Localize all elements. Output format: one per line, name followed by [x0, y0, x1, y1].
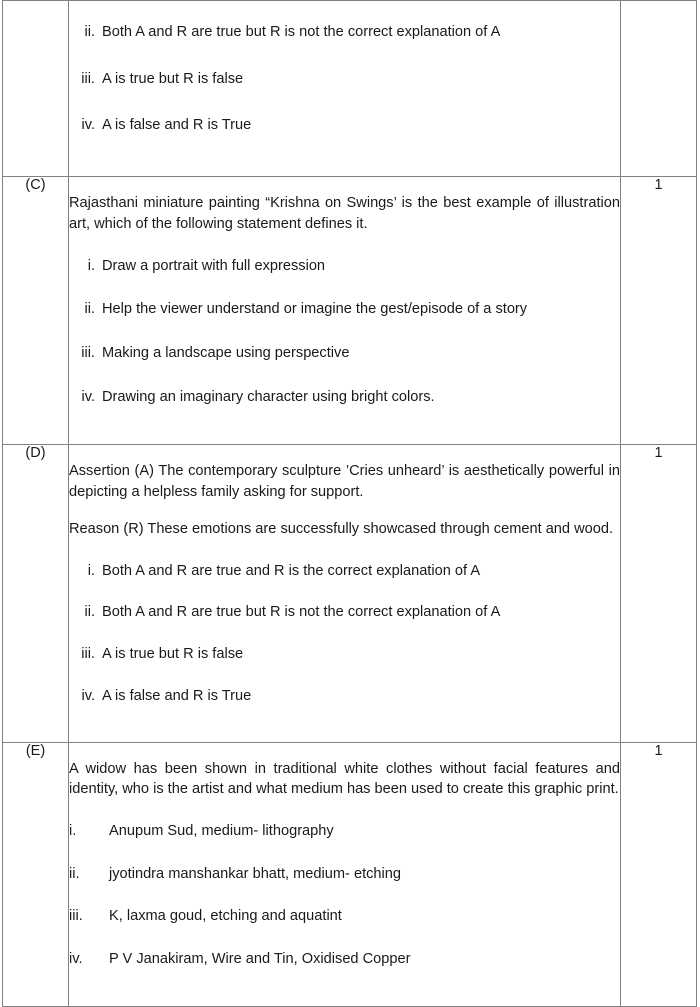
option-text: K, laxma goud, etching and aquatint: [109, 908, 342, 925]
question-body-cell: [69, 742, 621, 1006]
options-list: [69, 561, 620, 707]
list-item[interactable]: [69, 299, 620, 320]
list-item[interactable]: [69, 256, 620, 277]
option-text: Making a landscape using perspective: [102, 345, 350, 362]
question-stem: Rajasthani miniature painting “Krishna on Swings’ is the best example of illustration art, which of the following statement defines it.: [69, 195, 620, 232]
list-item[interactable]: [69, 949, 620, 970]
option-numeral: iii.: [81, 345, 95, 362]
list-item[interactable]: [69, 343, 620, 364]
option-text: Both A and R are true and R is the correct explanation of A: [102, 562, 481, 579]
option-numeral: iii.: [81, 646, 95, 663]
marks-value: 1: [654, 177, 663, 194]
list-item[interactable]: [69, 864, 620, 885]
option-numeral: ii.: [84, 301, 95, 318]
cell-bottom-spacer: [69, 430, 620, 444]
cell-bottom-spacer: [69, 162, 620, 176]
table-row: [3, 445, 697, 742]
part-label: (E): [25, 742, 46, 759]
list-item[interactable]: [69, 686, 620, 707]
options-list: [69, 821, 620, 970]
part-label: (D): [25, 445, 46, 462]
part-label-cell: [3, 445, 69, 742]
table-row: [3, 742, 697, 1006]
option-numeral: i.: [87, 257, 95, 274]
marks-cell: [621, 445, 697, 742]
option-text: Both A and R are true but R is not the correct explanation of A: [102, 604, 501, 621]
option-numeral: iv.: [81, 117, 95, 134]
question-body-cell: [69, 445, 621, 742]
options-list: [69, 22, 620, 136]
option-numeral: i.: [69, 822, 77, 839]
option-numeral: ii.: [84, 604, 95, 621]
cell-bottom-spacer: [69, 728, 620, 742]
marks-value: 1: [654, 445, 663, 462]
option-numeral: iv.: [81, 388, 95, 405]
option-numeral: iv.: [69, 951, 83, 968]
cell-bottom-spacer: [69, 992, 620, 1006]
option-text: A is false and R is True: [102, 687, 252, 704]
question-table: [2, 0, 697, 1007]
list-item[interactable]: [69, 821, 620, 842]
part-label: (C): [25, 177, 46, 194]
option-text: A is false and R is True: [102, 117, 252, 134]
option-numeral: iii.: [81, 70, 95, 87]
list-item[interactable]: [69, 69, 620, 90]
list-item[interactable]: [69, 602, 620, 623]
part-label-cell: [3, 1, 69, 177]
option-numeral: i.: [87, 562, 95, 579]
list-item[interactable]: [69, 906, 620, 927]
option-text: Anupum Sud, medium- lithography: [109, 822, 334, 839]
option-numeral: ii.: [84, 24, 95, 40]
option-text: A is true but R is false: [102, 70, 244, 87]
option-text: Both A and R are true but R is not the correct explanation of A: [102, 24, 501, 40]
question-stem-reason: Reason (R) These emotions are successfully showcased through cement and wood.: [69, 520, 614, 537]
list-item[interactable]: [69, 22, 620, 43]
list-item[interactable]: [69, 387, 620, 408]
option-numeral: iii.: [69, 908, 83, 925]
question-body-cell: [69, 1, 621, 177]
option-text: A is true but R is false: [102, 646, 244, 663]
option-text: Drawing an imaginary character using bright colors.: [102, 388, 435, 405]
table-row: [3, 1, 697, 177]
option-text: Draw a portrait with full expression: [102, 257, 326, 274]
options-list: [69, 256, 620, 408]
option-text: Help the viewer understand or imagine the gest/episode of a story: [102, 301, 528, 318]
marks-cell: [621, 177, 697, 445]
question-table-body: [3, 1, 697, 1007]
table-row: [3, 177, 697, 445]
list-item[interactable]: [69, 644, 620, 665]
marks-cell: [621, 1, 697, 177]
list-item[interactable]: [69, 115, 620, 136]
option-numeral: iv.: [81, 687, 95, 704]
question-stem: A widow has been shown in traditional white clothes without facial features and identity, who is the artist and what medium has been used to create this graphic print.: [69, 760, 620, 798]
question-stem-assertion: Assertion (A) The contemporary sculpture ’Cries unheard’ is aesthetically powerful in depicting a helpless family asking for support.: [69, 463, 620, 501]
marks-value: 1: [654, 742, 663, 759]
option-text: P V Janakiram, Wire and Tin, Oxidised Copper: [109, 951, 411, 968]
question-body-cell: [69, 177, 621, 445]
list-item[interactable]: [69, 561, 620, 582]
part-label-cell: [3, 742, 69, 1006]
marks-cell: [621, 742, 697, 1006]
option-text: jyotindra manshankar bhatt, medium- etching: [109, 865, 402, 882]
part-label-cell: [3, 177, 69, 445]
option-numeral: ii.: [69, 865, 80, 882]
